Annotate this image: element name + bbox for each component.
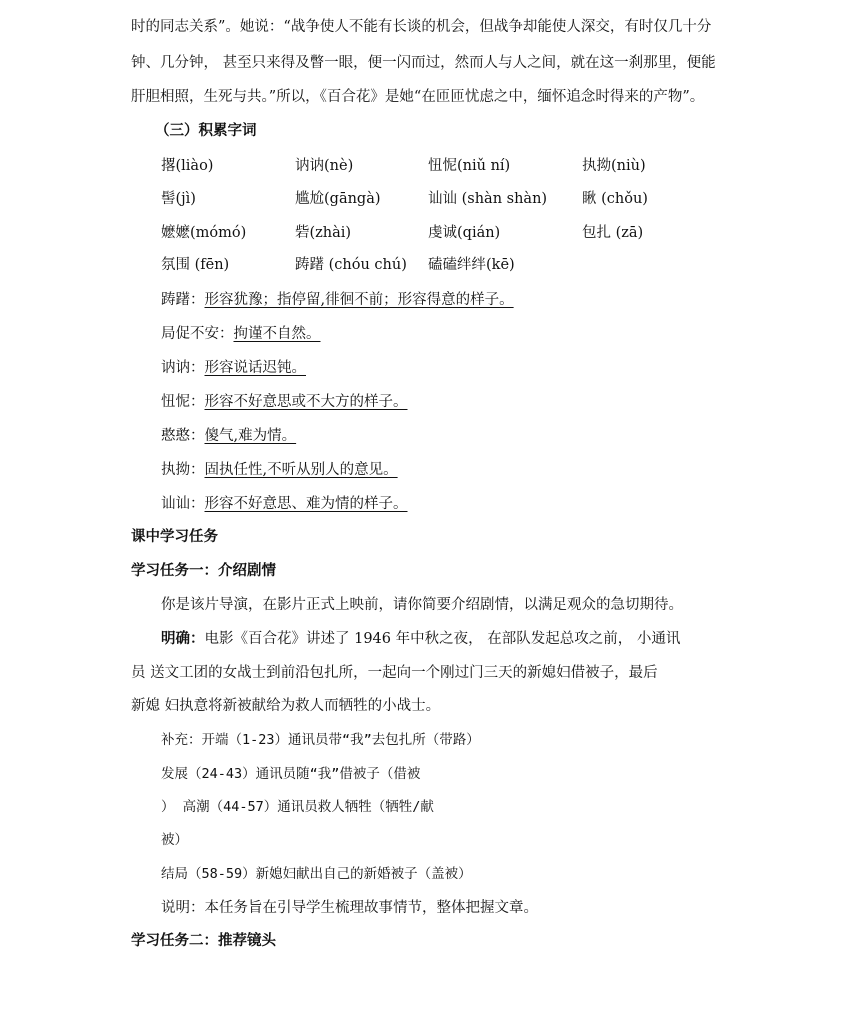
definition-term: 忸怩： xyxy=(161,394,205,410)
supplement-line: 被） xyxy=(161,832,188,848)
in-class-heading: 课中学习任务 xyxy=(131,528,218,545)
vocab-item: 尴尬(gāngà) xyxy=(295,191,381,207)
supplement-line: 结局（58-59）新媳妇献出自己的新婚被子（盖被） xyxy=(161,866,472,882)
vocab-item: 氛围 (fēn) xyxy=(161,257,230,273)
vocab-item: 踌躇 (chóu chú) xyxy=(295,257,407,273)
supplement-line: ） 高潮（44-57）通讯员救人牺牲（牺牲/献 xyxy=(161,799,434,815)
definition-term: 局促不安： xyxy=(161,326,234,342)
definition-term: 憨憨： xyxy=(161,428,205,444)
definition-row xyxy=(161,494,408,514)
definition-row xyxy=(161,392,408,412)
intro-line-3: 肝胆相照，生死与共。”所以，《百合花》是她“在匝匝忧虑之中，缅怀追念时得来的产物”。 xyxy=(131,89,705,105)
vocab-item: 撂(liào) xyxy=(161,158,214,174)
answer-label: 明确： xyxy=(161,630,205,647)
vocab-item: 髻(jì) xyxy=(161,191,196,207)
vocab-item: 讷讷(nè) xyxy=(295,158,354,174)
vocab-item: 讪讪 (shàn shàn) xyxy=(428,191,548,207)
task1-prompt: 你是该片导演，在影片正式上映前，请你简要介绍剧情，以满足观众的急切期待。 xyxy=(161,597,683,613)
definition-text: 形容不好意思、难为情的样子。 xyxy=(204,496,408,512)
vocab-item: 忸怩(niǔ ní) xyxy=(428,158,511,174)
definition-term: 执拗： xyxy=(161,462,205,478)
definition-row xyxy=(161,358,306,378)
answer-text: 电影《百合花》讲述了 1946 年中秋之夜， 在部队发起总攻之前， 小通讯 xyxy=(204,631,681,647)
definition-text: 形容说话迟钝。 xyxy=(204,360,306,376)
intro-line-1: 时的同志关系”。她说：“战争使人不能有长谈的机会，但战争却能使人深交，有时仅几十分 xyxy=(131,19,712,35)
definition-text: 拘谨不自然。 xyxy=(233,326,321,342)
definition-text: 固执任性,不听从别人的意见。 xyxy=(204,462,398,478)
definition-row xyxy=(161,460,398,480)
task1-note: 说明：本任务旨在引导学生梳理故事情节，整体把握文章。 xyxy=(161,900,538,916)
definition-row xyxy=(161,426,296,446)
vocab-item: 包扎 (zā) xyxy=(582,225,644,241)
supplement-line: 补充：开端（1-23）通讯员带“我”去包扎所（带路） xyxy=(161,732,480,748)
definition-term: 讷讷： xyxy=(161,360,205,376)
vocab-item: 执拗(niù) xyxy=(582,158,646,174)
section-heading-vocab: （三）积累字词 xyxy=(155,122,257,139)
vocab-item: 砦(zhài) xyxy=(295,225,352,241)
vocab-item: 虔诚(qián) xyxy=(428,225,501,241)
task1-answer-line-3: 新媳 妇执意将新被献给为救人而牺牲的小战士。 xyxy=(131,698,441,714)
definition-text: 形容不好意思或不大方的样子。 xyxy=(204,394,408,410)
task1-heading: 学习任务一：介绍剧情 xyxy=(131,562,276,579)
definition-row xyxy=(161,324,321,344)
definition-text: 形容犹豫；指停留,徘徊不前；形容得意的样子。 xyxy=(204,292,514,308)
task1-answer-line-2: 员 送文工团的女战士到前沿包扎所，一起向一个刚过门三天的新媳妇借被子，最后 xyxy=(131,665,658,681)
vocab-item: 瞅 (chǒu) xyxy=(582,191,648,207)
task1-answer-line-1 xyxy=(161,629,680,649)
definition-row xyxy=(161,290,514,310)
vocab-item: 磕磕绊绊(kē) xyxy=(428,257,515,273)
definition-text: 傻气,难为情。 xyxy=(204,428,297,444)
definition-term: 讪讪： xyxy=(161,496,205,512)
vocab-item: 嬷嬷(mómó) xyxy=(161,225,247,241)
task2-heading: 学习任务二：推荐镜头 xyxy=(131,932,276,949)
supplement-line: 发展（24-43）通讯员随“我”借被子（借被 xyxy=(161,766,421,782)
definition-term: 踌躇： xyxy=(161,292,205,308)
intro-line-2: 钟、几分钟， 甚至只来得及瞥一眼，便一闪而过，然而人与人之间，就在这一刹那里，便能 xyxy=(131,55,716,71)
